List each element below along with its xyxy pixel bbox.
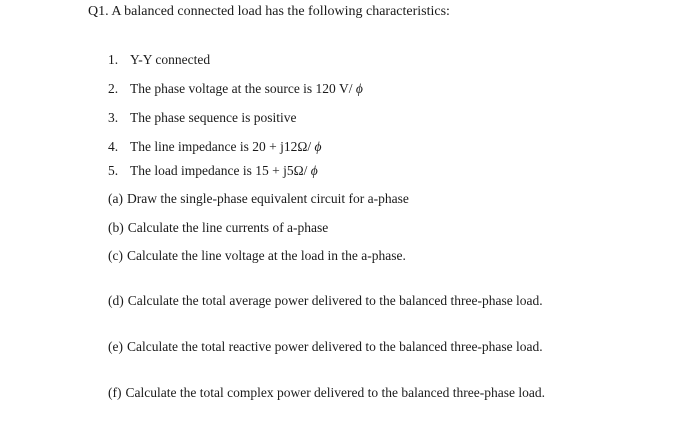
part-text: Draw the single-phase equivalent circuit for a-phase: [126, 191, 409, 206]
phi-symbol: ϕ: [314, 139, 322, 154]
part-label: (d): [108, 293, 124, 308]
phi-symbol: ϕ: [355, 81, 363, 96]
characteristic-item-1: [108, 52, 210, 68]
part-text: Calculate the total average power delivered to the balanced three-phase load.: [127, 293, 543, 308]
item-number: 2.: [108, 81, 119, 96]
characteristic-item-2: [108, 81, 363, 97]
part-text: Calculate the line voltage at the load in the a-phase.: [126, 248, 406, 263]
part-label: (b): [108, 220, 124, 235]
item-text: The load impedance is 15 + j5Ω/: [130, 163, 311, 178]
question-part-c: [108, 248, 406, 264]
characteristic-item-4: [108, 139, 321, 155]
item-number: 5.: [108, 163, 119, 178]
part-label: (f): [108, 385, 122, 400]
characteristic-item-3: [108, 110, 296, 126]
item-number: 1.: [108, 52, 119, 67]
item-text: The line impedance is 20 + j12Ω/: [130, 139, 315, 154]
question-part-b: [108, 220, 328, 236]
part-label: (e): [108, 339, 123, 354]
question-part-d: [108, 293, 543, 309]
item-number: 3.: [108, 110, 119, 125]
item-text: Y-Y connected: [130, 52, 211, 67]
item-text: The phase voltage at the source is 120 V/: [130, 81, 356, 96]
part-text: Calculate the total complex power delivered to the balanced three-phase load.: [125, 385, 545, 400]
part-text: Calculate the line currents of a-phase: [127, 220, 329, 235]
item-text: The phase sequence is positive: [130, 110, 297, 125]
part-label: (a): [108, 191, 123, 206]
question-part-f: [108, 385, 545, 401]
phi-symbol: ϕ: [310, 163, 318, 178]
part-label: (c): [108, 248, 123, 263]
part-text: Calculate the total reactive power delivered to the balanced three-phase load.: [126, 339, 543, 354]
question-part-e: [108, 339, 543, 355]
characteristic-item-5: [108, 163, 318, 179]
question-part-a: [108, 191, 409, 207]
item-number: 4.: [108, 139, 119, 154]
question-title: Q1. A balanced connected load has the following characteristics:: [88, 4, 450, 19]
